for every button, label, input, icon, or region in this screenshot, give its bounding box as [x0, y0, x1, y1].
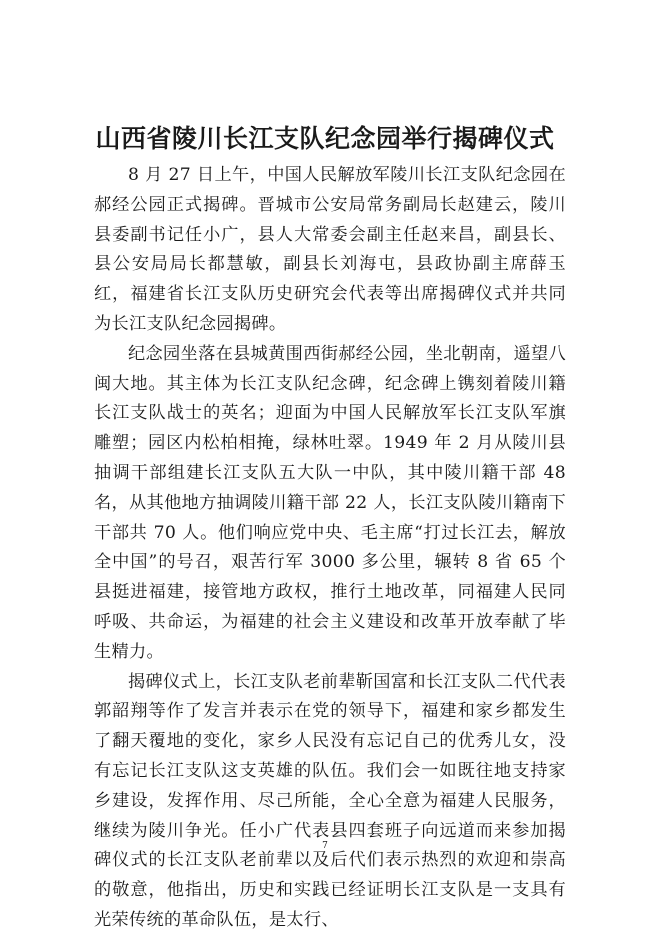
page-number: 7 [322, 841, 328, 851]
paragraph-3: 揭碑仪式上，长江支队老前辈靳国富和长江支队二代代表郭韶翔等作了发言并表示在党的领导下，福建和家乡都发生了翻天覆地的变化，家乡人民没有忘记自己的优秀儿女，没有忘记长江支队这支英雄的队伍。我们会一如既往地支持家乡建设，发挥作用、尽己所能，全心全意为福建人民服务，继续为陵川争光。任小广代表县四套班子向远道而来参加揭碑仪式的长江支队老前辈以及后代们表示热烈的欢迎和崇高的敬意，他指出，历史和实践已经证明长江支队是一支具有光荣传统的革命队伍，是太行、 [94, 671, 566, 930]
paragraph-1: 8 月 27 日上午，中国人民解放军陵川长江支队纪念园在郝经公园正式揭碑。晋城市公安局常务副局长赵建云，陵川县委副书记任小广，县人大常委会副主任赵来昌，副县长、县公安局局长都慧敏，副县长刘海屯，县政协副主席薛玉红，福建省长江支队历史研究会代表等出席揭碑仪式并共同为长江支队纪念园揭碑。 [94, 165, 566, 334]
paragraph-2: 纪念园坐落在县城黄围西街郝经公园，坐北朝南，遥望八闽大地。其主体为长江支队纪念碑，纪念碑上镌刻着陵川籍长江支队战士的英名；迎面为中国人民解放军长江支队军旗雕塑；园区内松柏相掩，绿林吐翠。1949 年 2 月从陵川县抽调干部组建长江支队五大队一中队，其中陵川籍干部 48 名，从其他地方抽调陵川籍干部 22 人，长江支队陵川籍南下干部共 70 人。他们响应党中央、毛主席“打过长江去，解放全中国”的号召，艰苦行军 3000 多公里，辗转 8 省 65 个县挺进福建，接管地方政权，推行土地改革，同福建人民同呼吸、共命运，为福建的社会主义建设和改革开放奉献了毕生精力。 [94, 343, 566, 662]
article-title: 山西省陵川长江支队纪念园举行揭碑仪式 [95, 123, 555, 153]
article-body [94, 161, 566, 936]
